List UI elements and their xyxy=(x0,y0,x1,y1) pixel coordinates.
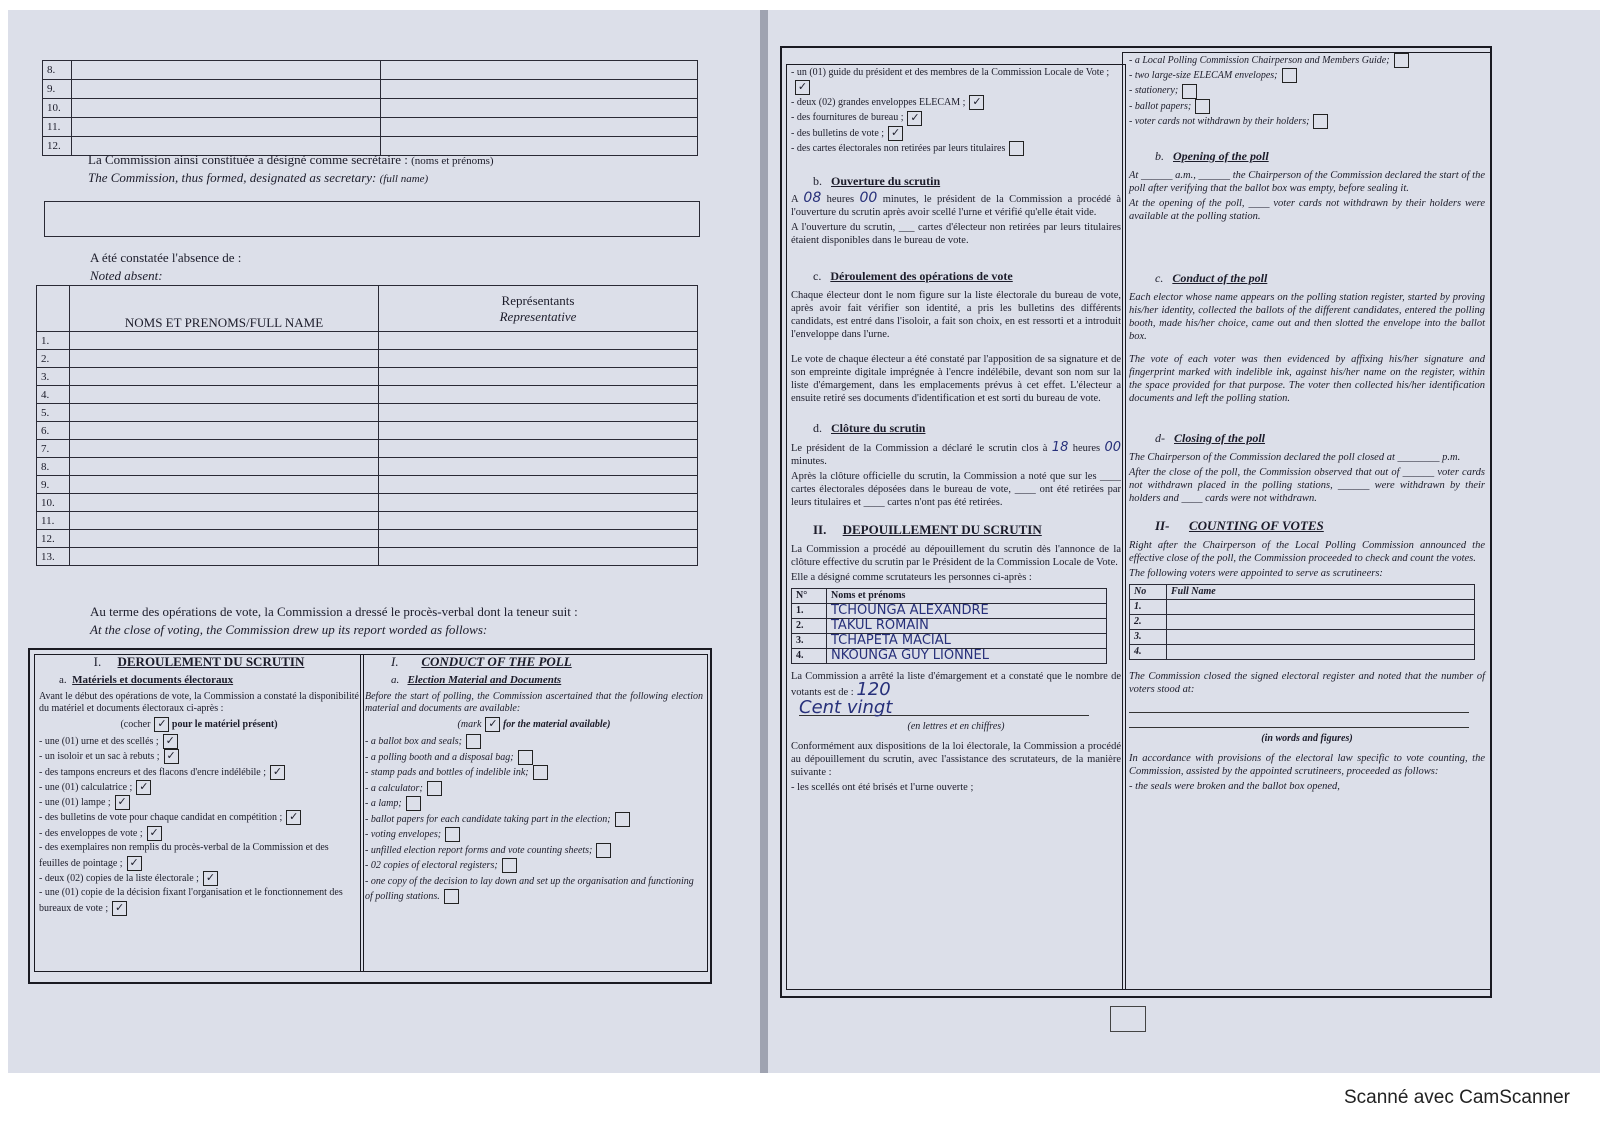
en-b-text-1: At ______ a.m., ______ the Chairperson of the Commission declared the start of the poll after verifying that the ballot box was empty, before sealing it. xyxy=(1129,170,1485,195)
opening-minute-value: 00 xyxy=(859,190,878,207)
secretary-name-field[interactable] xyxy=(44,201,700,237)
checkbox[interactable]: ✓ xyxy=(164,749,179,764)
fr-d-text-2: Après la clôture officielle du scrutin, la Commission a noté que sur les ____ cartes électorales déposées dans le bureau de vote, ____ ont été retirées par leurs titulaires et ____ cartes n'ont pas été retirées. xyxy=(791,471,1121,509)
scrutineer-name[interactable]: TAKUL ROMAIN xyxy=(827,619,1107,634)
row-num: 1. xyxy=(1130,600,1167,615)
en-c-text-1: Each elector whose name appears on the polling station register, started by proving his/her identity, collected the ballots of the different candidates, entered the polling booth, made his/her choice, came out and then slotted the envelope into the ballot box. xyxy=(1129,292,1485,343)
checkbox[interactable] xyxy=(518,750,533,765)
checkbox[interactable]: ✓ xyxy=(115,795,130,810)
row-num: 12. xyxy=(37,530,70,548)
row-num: 1. xyxy=(792,604,827,619)
fr-mark-note: (cocher ✓ pour le matériel présent) xyxy=(120,717,278,730)
fr-ii-heading: II. DEPOUILLEMENT DU SCRUTIN xyxy=(813,522,1042,538)
en-column xyxy=(360,654,708,972)
checkbox-icon: ✓ xyxy=(154,717,169,732)
checkbox[interactable]: ✓ xyxy=(136,780,151,795)
en-item: - ballot papers; xyxy=(1129,99,1485,114)
fr-ii-text: La Commission a procédé au dépouillement du scrutin dès l'annonce de la clôture effective du scrutin par le Président de la Commission Locale de Vote. xyxy=(791,544,1121,569)
page-number-box xyxy=(1110,1006,1146,1032)
row-num: 11. xyxy=(43,118,72,137)
fr-b-text: A 08 heures 00 minutes, le président de la Commission a procédé à l'ouverture du scrutin après avoir scellé l'urne et vérifié qu'elle était vide. xyxy=(791,190,1122,219)
fr-section-title: I. DEROULEMENT DU SCRUTIN xyxy=(93,654,305,669)
en-c-heading: c. Conduct of the poll xyxy=(1155,271,1268,286)
en-item: - a ballot box and seals; xyxy=(365,734,703,750)
checkbox[interactable] xyxy=(444,889,459,904)
fr-item: - deux (02) copies de la liste électorale ; ✓ xyxy=(39,871,359,886)
scrutineer-name-field[interactable] xyxy=(1167,630,1475,645)
fr-d-heading: d. Clôture du scrutin xyxy=(813,421,926,436)
scrutineer-name[interactable]: TCHOUNGA ALEXANDRE xyxy=(827,604,1107,619)
checkbox[interactable] xyxy=(1195,99,1210,114)
checkbox-icon: ✓ xyxy=(485,717,500,732)
closing-hour-value: 18 xyxy=(1051,440,1069,456)
fr-in-words-note: (en lettres et en chiffres) xyxy=(907,721,1005,733)
voters-count-line[interactable] xyxy=(1129,713,1469,728)
row-num: 4. xyxy=(1130,645,1167,660)
voters-count-figures[interactable]: 120 xyxy=(856,679,891,701)
en-d-text-2: After the close of the poll, the Commission observed that out of ______ voter cards not withdrawn placed in the polling stations, ______ were withdrawn by their holders and ____ cards were not withdrawn. xyxy=(1129,467,1485,505)
close-text-en: At the close of voting, the Commission drew up its report worded as follows: xyxy=(90,622,488,637)
absent-header-rep-fr: Représentants xyxy=(501,292,575,308)
row-num: 2. xyxy=(37,350,70,368)
fr-intro: Avant le début des opérations de vote, la Commission a constaté la disponibilité du matériel et documents électoraux ci-après : xyxy=(39,691,359,714)
checkbox[interactable]: ✓ xyxy=(203,871,218,886)
scrutineer-name-field[interactable] xyxy=(1167,645,1475,660)
fr-column xyxy=(34,654,364,972)
en-item: - voter cards not withdrawn by their holders; xyxy=(1129,114,1485,129)
en-mark-note: (mark ✓ for the material available) xyxy=(457,717,611,730)
checkbox[interactable] xyxy=(427,781,442,796)
fr-item: - une (01) lampe ; ✓ xyxy=(39,795,359,810)
checkbox[interactable]: ✓ xyxy=(112,901,127,916)
checkbox[interactable] xyxy=(1394,53,1409,68)
row-num: 10. xyxy=(43,99,72,118)
en-item: - a lamp; xyxy=(365,796,703,812)
en-item: - one copy of the decision to lay down and set up the organisation and functioning of polling stations. xyxy=(365,874,703,905)
fr-right-column xyxy=(786,64,1126,990)
fr-item: - un isoloir et un sac à rebuts ; ✓ xyxy=(39,749,359,764)
row-num: 2. xyxy=(1130,615,1167,630)
checkbox[interactable]: ✓ xyxy=(270,765,285,780)
row-num: 13. xyxy=(37,548,70,566)
en-in-words-note: (in words and figures) xyxy=(1261,733,1353,745)
fr-conf-item: - les scellés ont été brisés et l'urne ouverte ; xyxy=(791,782,974,794)
en-ii-heading: II- COUNTING OF VOTES xyxy=(1155,518,1324,534)
en-item: - voting envelopes; xyxy=(365,827,703,843)
fr-item: - une (01) urne et des scellés ; ✓ xyxy=(39,734,359,749)
row-num: 12. xyxy=(43,137,72,156)
checkbox[interactable]: ✓ xyxy=(286,810,301,825)
secretary-label-fr: La Commission ainsi constituée a désigné comme secrétaire : (noms et prénoms) xyxy=(88,152,494,167)
fr-items-cont xyxy=(791,65,1121,156)
row-num: 3. xyxy=(1130,630,1167,645)
en-item: - stamp pads and bottles of indelible ink; xyxy=(365,765,703,781)
row-num: 4. xyxy=(37,386,70,404)
en-item: - unfilled election report forms and vote counting sheets; xyxy=(365,843,703,859)
fr-b-heading: b. Ouverture du scrutin xyxy=(813,174,941,189)
en-conf-item: - the seals were broken and the ballot box opened, xyxy=(1129,781,1340,793)
fr-scrutineers-table xyxy=(791,588,1107,664)
row-num: 4. xyxy=(792,649,827,664)
row-num: 3. xyxy=(792,634,827,649)
opening-hour-value: 08 xyxy=(803,190,822,207)
fr-d-text: Le président de la Commission a déclaré le scrutin clos à 18 heures 00 minutes. xyxy=(791,440,1122,468)
en-intro: Before the start of polling, the Commission ascertained that the following election material and documents are available: xyxy=(365,691,703,714)
absent-table xyxy=(36,285,698,566)
en-ii-text-2: The following voters were appointed to serve as scrutineers: xyxy=(1129,568,1383,580)
fr-item: - des bulletins de vote ; ✓ xyxy=(791,126,1121,141)
fr-item: - des fournitures de bureau ; ✓ xyxy=(791,110,1121,125)
fr-items xyxy=(39,734,359,916)
checkbox[interactable] xyxy=(466,734,481,749)
absent-label-en: Noted absent: xyxy=(90,268,163,283)
secretary-label-en: The Commission, thus formed, designated as secretary: (full name) xyxy=(88,170,429,185)
en-items xyxy=(365,734,703,905)
members-table-continued xyxy=(42,60,698,156)
absent-header-name: NOMS ET PRENOMS/FULL NAME xyxy=(70,286,379,332)
absent-label-fr: A été constatée l'absence de : xyxy=(90,250,242,265)
checkbox[interactable]: ✓ xyxy=(969,95,984,110)
scanner-watermark: Scanné avec CamScanner xyxy=(1343,1087,1570,1108)
checkbox[interactable] xyxy=(596,843,611,858)
en-list-text: The Commission closed the signed electoral register and noted that the number of voters stood at: xyxy=(1129,671,1485,696)
row-num: 7. xyxy=(37,440,70,458)
fr-item: - un (01) guide du président et des membres de la Commission Locale de Vote ;✓ xyxy=(791,67,1110,94)
row-num: 6. xyxy=(37,422,70,440)
en-d-heading: d- Closing of the poll xyxy=(1155,431,1266,446)
en-conf-text: In accordance with provisions of the electoral law specific to vote counting, the Commission, assisted by the appointed scrutineers, proceeded as follows: xyxy=(1129,753,1485,778)
en-c-text-2: The vote of each voter was then evidenced by affixing his/her signature and fingerprint marked with indelible ink, against his/her name on the register, within the space provided for that purpose. The voter then collected his/her identification documents and left the polling station. xyxy=(1129,354,1485,405)
page-fold xyxy=(760,10,768,1073)
en-b-heading: b. Opening of the poll xyxy=(1155,149,1269,164)
fr-item: - deux (02) grandes enveloppes ELECAM ; ✓ xyxy=(791,95,1121,110)
row-num: 9. xyxy=(43,80,72,99)
en-b-text-2: At the opening of the poll, ____ voter cards not withdrawn by their holders were available at the polling station. xyxy=(1129,198,1485,223)
en-item: - a Local Polling Commission Chairperson and Members Guide; xyxy=(1129,53,1485,68)
fr-list-text: La Commission a arrêté la liste d'émargement et a constaté que le nombre de votants est de : 120 xyxy=(791,671,1121,701)
fr-c-text-2: Le vote de chaque électeur a été constaté par l'apposition de sa signature et de son empreinte digitale imprégnée à l'encre indélébile, devant son nom sur la liste d'émargement, dans les emplacements prévus à cet effet. L'électeur a ensuite retiré ses documents d'identification et est sorti du bureau de vote. xyxy=(791,354,1121,405)
voters-count-line[interactable] xyxy=(1129,698,1469,713)
scrutineer-name[interactable]: TCHAPETA MACIAL xyxy=(827,634,1107,649)
row-num: 8. xyxy=(37,458,70,476)
en-item: - a polling booth and a disposal bag; xyxy=(365,750,703,766)
checkbox[interactable]: ✓ xyxy=(795,80,810,95)
row-num: 8. xyxy=(43,61,72,80)
en-item: - two large-size ELECAM envelopes; xyxy=(1129,68,1485,83)
en-d-text-1: The Chairperson of the Commission declared the poll closed at ________ p.m. xyxy=(1129,452,1461,464)
fr-item: - des tampons encreurs et des flacons d'encre indélébile ; ✓ xyxy=(39,765,359,780)
fr-item: - une (01) calculatrice ; ✓ xyxy=(39,780,359,795)
checkbox[interactable] xyxy=(1313,114,1328,129)
checkbox[interactable]: ✓ xyxy=(147,826,162,841)
row-num: 11. xyxy=(37,512,70,530)
fr-c-text-1: Chaque électeur dont le nom figure sur la liste électorale du bureau de vote, après avoir fait vérifier son identité, a pris les bulletins des différents candidats, est entré dans l'isoloir, a fait son choix, en est ressorti et a introduit l'enveloppe dans l'urne. xyxy=(791,290,1121,341)
en-sub-a: a. Election Material and Documents xyxy=(391,674,562,686)
checkbox[interactable]: ✓ xyxy=(127,856,142,871)
scrut-head-no: N° xyxy=(792,589,827,604)
scrutineer-name[interactable]: NKOUNGA GUY LIONNEL xyxy=(827,649,1107,664)
scrut-head-name: Full Name xyxy=(1167,585,1475,600)
en-item: - ballot papers for each candidate taking part in the election; xyxy=(365,812,703,828)
en-item: - 02 copies of electoral registers; xyxy=(365,858,703,874)
fr-b-text-2: A l'ouverture du scrutin, ___ cartes d'électeur non retirées par leurs titulaires étaient disponibles dans le bureau de vote. xyxy=(791,222,1121,247)
en-ii-text: Right after the Chairperson of the Local Polling Commission announced the effective close of the poll, the Commission proceeded to check and count the votes. xyxy=(1129,540,1485,565)
absent-header-rep-en: Representative xyxy=(499,308,577,324)
checkbox[interactable] xyxy=(406,796,421,811)
voters-count-words[interactable]: Cent vingt xyxy=(799,701,1089,716)
checkbox[interactable] xyxy=(1009,141,1024,156)
scrutineer-name-field[interactable] xyxy=(1167,600,1475,615)
fr-ii-text-2: Elle a désigné comme scrutateurs les personnes ci-après : xyxy=(791,572,1032,584)
closing-minute-value: 00 xyxy=(1104,440,1122,456)
fr-conf-text: Conformément aux dispositions de la loi électorale, la Commission a procédé au dépouillement du scrutin, avec l'assistance des scrutateurs, de la manière suivante : xyxy=(791,741,1121,779)
row-num: 1. xyxy=(37,332,70,350)
fr-item: - des exemplaires non remplis du procès-verbal de la Commission et des feuilles de pointage ; ✓ xyxy=(39,842,329,869)
checkbox[interactable] xyxy=(502,858,517,873)
checkbox[interactable] xyxy=(533,765,548,780)
scrut-head-name: Noms et prénoms xyxy=(827,589,1107,604)
fr-item: - des cartes électorales non retirées par leurs titulaires xyxy=(791,141,1121,156)
checkbox[interactable] xyxy=(1282,68,1297,83)
row-num: 9. xyxy=(37,476,70,494)
row-num: 2. xyxy=(792,619,827,634)
fr-item: - une (01) copie de la décision fixant l'organisation et le fonctionnement des bureaux de vote ; ✓ xyxy=(39,887,343,914)
row-num: 3. xyxy=(37,368,70,386)
checkbox[interactable] xyxy=(1182,84,1197,99)
en-item: - stationery; xyxy=(1129,83,1485,98)
scrutineer-name-field[interactable] xyxy=(1167,615,1475,630)
close-text-fr: Au terme des opérations de vote, la Commission a dressé le procès-verbal dont la teneur suit : xyxy=(90,604,578,619)
en-right-column xyxy=(1122,52,1492,990)
checkbox[interactable] xyxy=(615,812,630,827)
en-scrutineers-table xyxy=(1129,584,1475,660)
checkbox[interactable]: ✓ xyxy=(888,126,903,141)
row-num: 10. xyxy=(37,494,70,512)
en-item: - a calculator; xyxy=(365,781,703,797)
checkbox[interactable] xyxy=(445,827,460,842)
fr-sub-a: a. Matériels et documents électoraux xyxy=(59,674,234,686)
fr-item: - des bulletins de vote pour chaque candidat en compétition ; ✓ xyxy=(39,810,359,825)
checkbox[interactable]: ✓ xyxy=(163,734,178,749)
checkbox[interactable]: ✓ xyxy=(907,111,922,126)
row-num: 5. xyxy=(37,404,70,422)
fr-c-heading: c. Déroulement des opérations de vote xyxy=(813,269,1013,284)
fr-item: - des enveloppes de vote ; ✓ xyxy=(39,826,359,841)
en-items-cont xyxy=(1129,53,1485,129)
scrut-head-no: No xyxy=(1130,585,1167,600)
en-section-title: I. CONDUCT OF THE POLL xyxy=(391,654,572,669)
